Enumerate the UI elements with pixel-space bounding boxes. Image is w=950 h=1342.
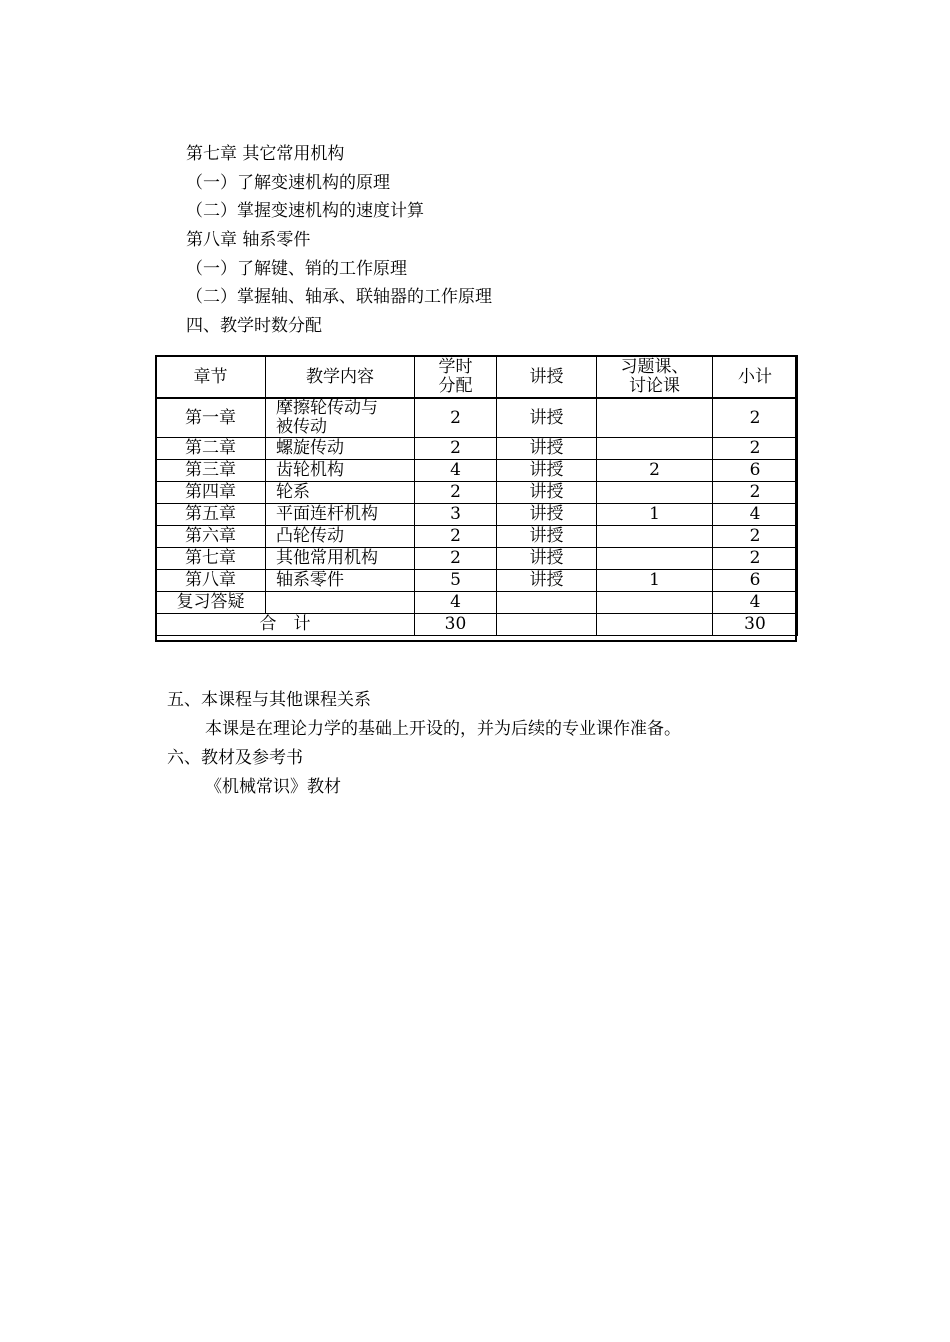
cell-hours: 2 bbox=[415, 438, 497, 460]
header-hours-line1: 学时 bbox=[438, 357, 473, 377]
intro-line-6: （二）掌握轴、轴承、联轴器的工作原理 bbox=[186, 287, 492, 307]
table-row bbox=[156, 592, 798, 614]
section5-heading: 五、本课程与其他课程关系 bbox=[167, 690, 371, 710]
total-label: 合 计 bbox=[156, 614, 415, 636]
header-exercise-line1: 习题课、 bbox=[620, 357, 689, 377]
cell-hours: 3 bbox=[415, 504, 497, 526]
section6-heading: 六、教材及参考书 bbox=[167, 748, 303, 768]
cell-subtotal: 2 bbox=[713, 438, 798, 460]
header-content: 教学内容 bbox=[266, 356, 415, 399]
cell-subtotal: 4 bbox=[713, 504, 798, 526]
table-total-row bbox=[156, 614, 798, 636]
cell-content: 凸轮传动 bbox=[266, 526, 415, 548]
cell-lecture: 讲授 bbox=[497, 504, 597, 526]
cell-content: 其他常用机构 bbox=[266, 548, 415, 570]
cell-lecture: 讲授 bbox=[497, 438, 597, 460]
cell-hours: 2 bbox=[415, 526, 497, 548]
cell-chapter: 第一章 bbox=[156, 399, 266, 438]
cell-content-line2: 被传动 bbox=[276, 417, 327, 437]
table-header-separator bbox=[155, 397, 797, 399]
cell-exercise bbox=[597, 548, 713, 570]
cell-subtotal: 2 bbox=[713, 399, 798, 438]
cell-hours: 2 bbox=[415, 399, 497, 438]
cell-content: 轴系零件 bbox=[266, 570, 415, 592]
header-hours-line2: 分配 bbox=[438, 376, 473, 396]
cell-exercise bbox=[597, 482, 713, 504]
header-exercise bbox=[597, 356, 713, 399]
section4-heading: 四、教学时数分配 bbox=[186, 316, 322, 336]
cell-subtotal: 6 bbox=[713, 570, 798, 592]
cell-lecture bbox=[497, 592, 597, 614]
intro-line-1: 第七章 其它常用机构 bbox=[186, 144, 345, 164]
total-hours: 30 bbox=[415, 614, 497, 636]
cell-subtotal: 2 bbox=[713, 548, 798, 570]
cell-chapter: 第二章 bbox=[156, 438, 266, 460]
cell-exercise: 1 bbox=[597, 570, 713, 592]
cell-exercise bbox=[597, 592, 713, 614]
cell-chapter: 第三章 bbox=[156, 460, 266, 482]
cell-subtotal: 6 bbox=[713, 460, 798, 482]
cell-chapter: 第八章 bbox=[156, 570, 266, 592]
header-exercise-line2: 讨论课 bbox=[629, 376, 680, 396]
cell-exercise bbox=[597, 526, 713, 548]
cell-lecture: 讲授 bbox=[497, 399, 597, 438]
header-lecture: 讲授 bbox=[497, 356, 597, 399]
cell-hours: 5 bbox=[415, 570, 497, 592]
cell-content: 平面连杆机构 bbox=[266, 504, 415, 526]
cell-content: 齿轮机构 bbox=[266, 460, 415, 482]
cell-subtotal: 4 bbox=[713, 592, 798, 614]
table-row bbox=[156, 548, 798, 570]
cell-exercise bbox=[597, 438, 713, 460]
cell-content: 螺旋传动 bbox=[266, 438, 415, 460]
cell-hours: 4 bbox=[415, 460, 497, 482]
intro-line-2: （一）了解变速机构的原理 bbox=[186, 173, 390, 193]
header-hours bbox=[415, 356, 497, 399]
header-chapter: 章节 bbox=[156, 356, 266, 399]
intro-line-4: 第八章 轴系零件 bbox=[186, 230, 311, 250]
cell-hours: 2 bbox=[415, 548, 497, 570]
section5-text: 本课是在理论力学的基础上开设的，并为后续的专业课作准备。 bbox=[205, 719, 681, 739]
cell-chapter: 第六章 bbox=[156, 526, 266, 548]
table-row bbox=[156, 526, 798, 548]
cell-exercise: 2 bbox=[597, 460, 713, 482]
cell-chapter: 复习答疑 bbox=[156, 592, 266, 614]
table-row bbox=[156, 570, 798, 592]
cell-content bbox=[266, 399, 415, 438]
cell-content-line1: 摩擦轮传动与 bbox=[276, 398, 378, 418]
cell-exercise bbox=[597, 399, 713, 438]
header-subtotal: 小计 bbox=[713, 356, 798, 399]
table-header-row bbox=[156, 356, 798, 399]
cell-lecture: 讲授 bbox=[497, 482, 597, 504]
cell-subtotal: 2 bbox=[713, 482, 798, 504]
table-row bbox=[156, 482, 798, 504]
table-row bbox=[156, 399, 798, 438]
total-exercise bbox=[597, 614, 713, 636]
table-row bbox=[156, 438, 798, 460]
cell-lecture: 讲授 bbox=[497, 570, 597, 592]
cell-lecture: 讲授 bbox=[497, 548, 597, 570]
intro-line-5: （一）了解键、销的工作原理 bbox=[186, 259, 407, 279]
table-row bbox=[156, 504, 798, 526]
cell-chapter: 第七章 bbox=[156, 548, 266, 570]
cell-content: 轮系 bbox=[266, 482, 415, 504]
cell-exercise: 1 bbox=[597, 504, 713, 526]
table-row bbox=[156, 460, 798, 482]
total-subtotal: 30 bbox=[713, 614, 798, 636]
cell-lecture: 讲授 bbox=[497, 460, 597, 482]
intro-line-3: （二）掌握变速机构的速度计算 bbox=[186, 201, 424, 221]
total-lecture bbox=[497, 614, 597, 636]
section6-text: 《机械常识》教材 bbox=[205, 777, 341, 797]
cell-lecture: 讲授 bbox=[497, 526, 597, 548]
cell-hours: 2 bbox=[415, 482, 497, 504]
cell-hours: 4 bbox=[415, 592, 497, 614]
cell-subtotal: 2 bbox=[713, 526, 798, 548]
cell-content bbox=[266, 592, 415, 614]
cell-chapter: 第四章 bbox=[156, 482, 266, 504]
cell-chapter: 第五章 bbox=[156, 504, 266, 526]
